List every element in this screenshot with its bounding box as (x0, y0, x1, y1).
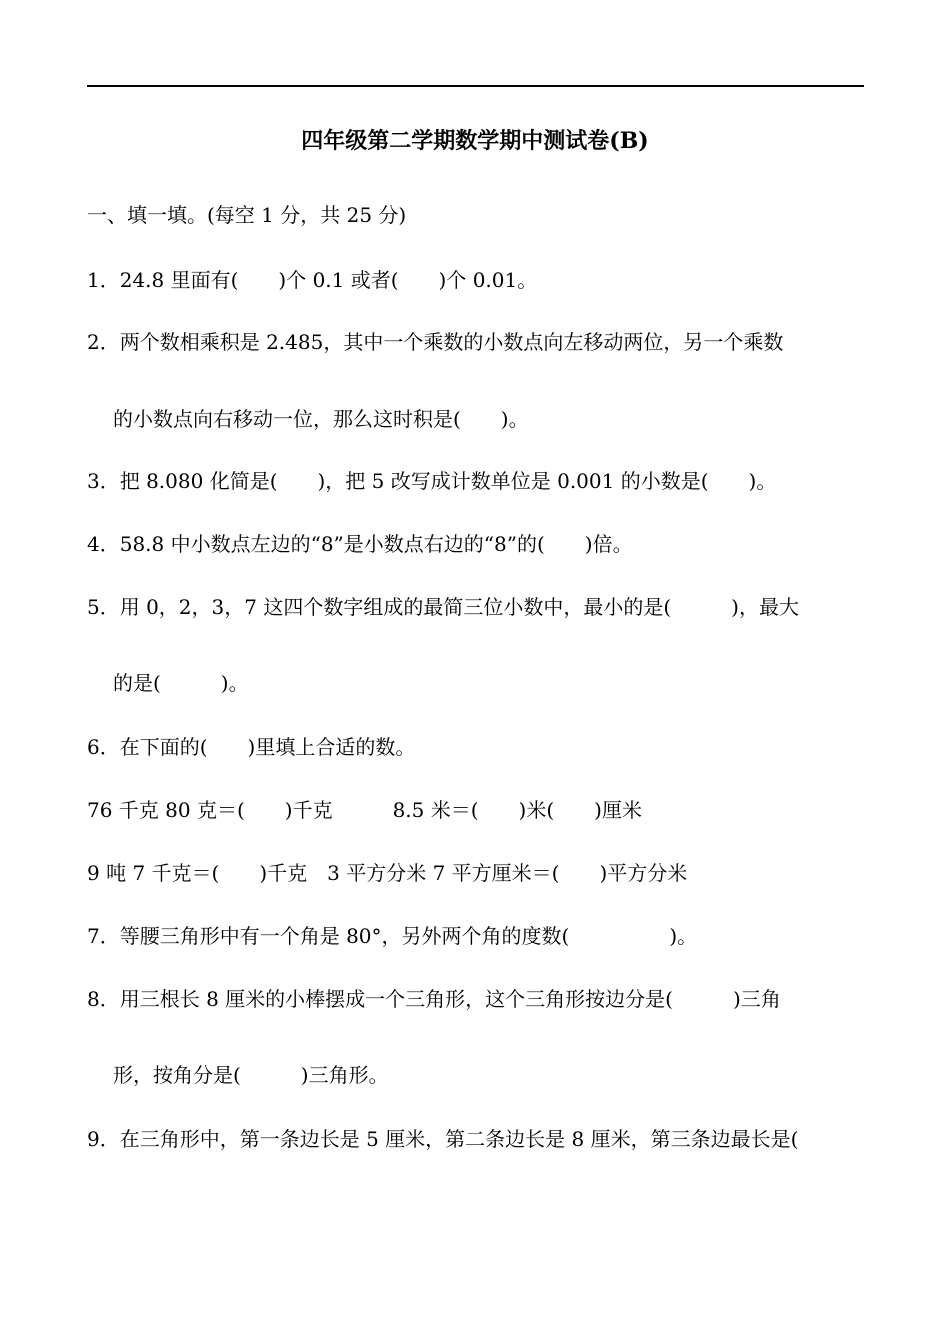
question-1: 1．24.8 里面有( )个 0.1 或者( )个 0.01。 (87, 268, 538, 292)
question-2: 2．两个数相乘积是 2.485，其中一个乘数的小数点向左移动两位，另一个乘数 (87, 330, 784, 354)
question-6: 6．在下面的( )里填上合适的数。 (87, 735, 416, 759)
header-rule (87, 85, 864, 87)
question-4: 4．58.8 中小数点左边的“8”是小数点右边的“8”的( )倍。 (87, 532, 633, 556)
question-7: 7．等腰三角形中有一个角是 80°，另外两个角的度数( )。 (87, 924, 698, 948)
section-heading: 一、填一填。(每空 1 分，共 25 分) (87, 203, 407, 227)
question-8-continued: 形，按角分是( )三角形。 (113, 1063, 389, 1087)
exam-title: 四年级第二学期数学期中测试卷(B) (301, 128, 649, 154)
question-2-continued: 的小数点向右移动一位，那么这时积是( )。 (113, 407, 529, 431)
question-6-row-2: 9 吨 7 千克＝( )千克 3 平方分米 7 平方厘米＝( )平方分米 (87, 861, 688, 885)
question-5: 5．用 0，2，3，7 这四个数字组成的最简三位小数中，最小的是( )，最大 (87, 595, 799, 619)
question-5-continued: 的是( )。 (113, 671, 249, 695)
question-9: 9．在三角形中，第一条边长是 5 厘米，第二条边长是 8 厘米，第三条边最长是( (87, 1127, 799, 1151)
question-8: 8．用三根长 8 厘米的小棒摆成一个三角形，这个三角形按边分是( )三角 (87, 987, 781, 1011)
question-6-row-1: 76 千克 80 克＝( )千克 8.5 米＝( )米( )厘米 (87, 798, 642, 822)
question-3: 3．把 8.080 化简是( )，把 5 改写成计数单位是 0.001 的小数是( )。 (87, 469, 777, 493)
